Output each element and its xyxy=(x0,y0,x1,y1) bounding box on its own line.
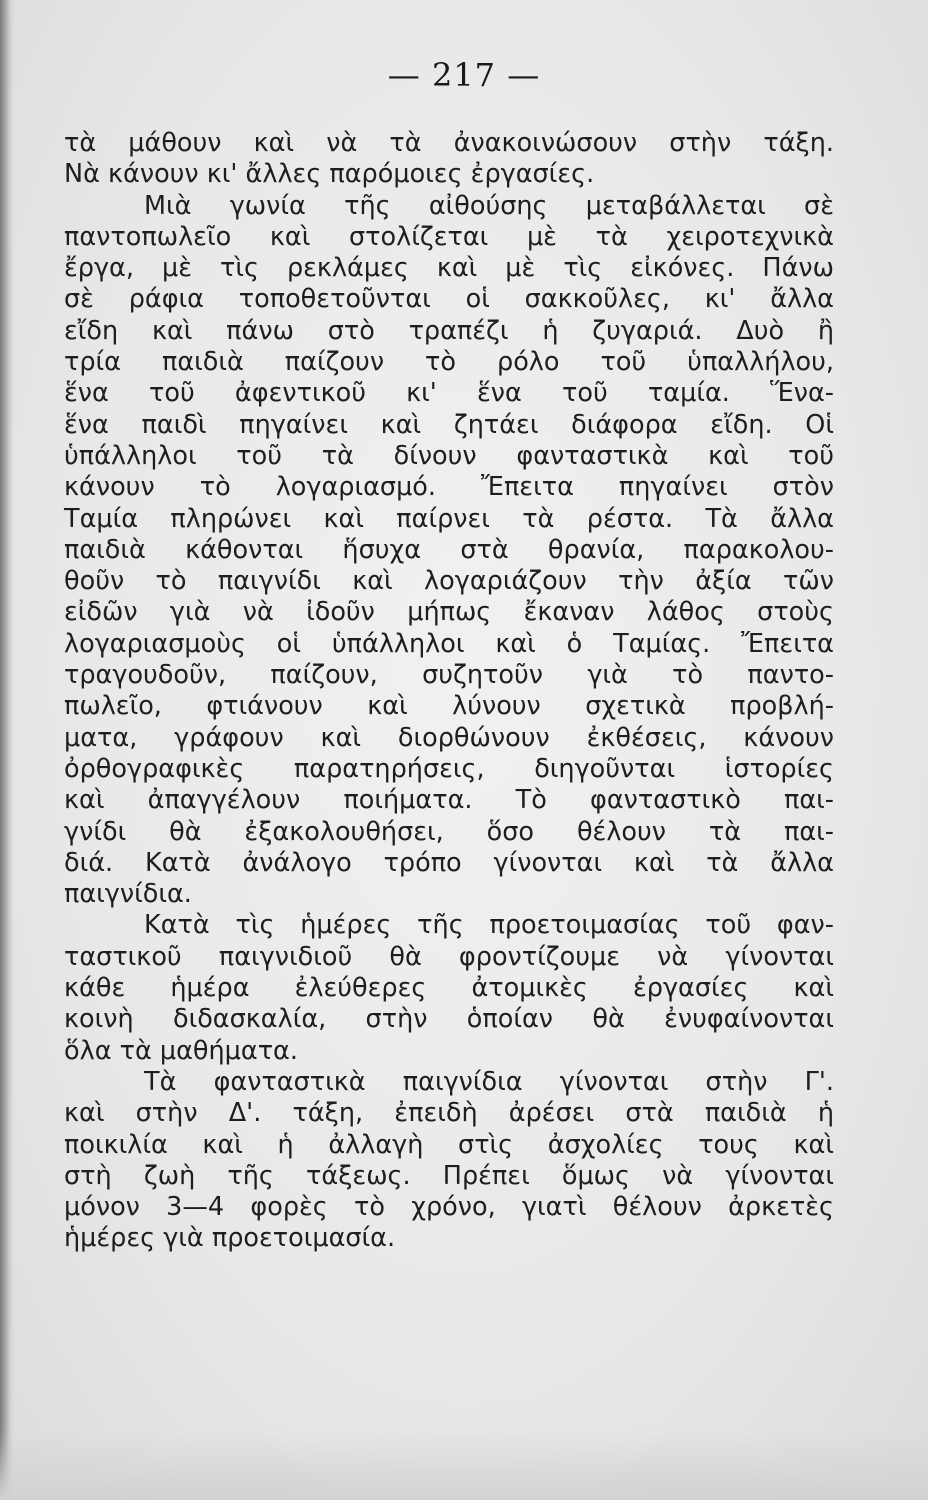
text-line: γνίδι θὰ ἐξακολουθήσει, ὅσο θέλουν τὰ παι- xyxy=(64,816,834,847)
text-line: Κατὰ τὶς ἡμέρες τῆς προετοιμασίας τοῦ φαν- xyxy=(144,910,834,941)
text-line: Νὰ κάνουν κι' ἄλλες παρόμοιες ἐργασίες. xyxy=(64,159,595,190)
text-line: παιγνίδια. xyxy=(64,879,192,910)
page-bottom-edge-shadow xyxy=(0,1430,928,1500)
text-line: ἕνα τοῦ ἀφεντικοῦ κι' ἕνα τοῦ ταμία. Ἕνα- xyxy=(64,378,834,409)
text-line: ὅλα τὰ μαθήματα. xyxy=(64,1035,298,1066)
text-line: πωλεῖο, φτιάνουν καὶ λύνουν σχετικὰ προβλή- xyxy=(64,691,834,722)
text-line: ὑπάλληλοι τοῦ τὰ δίνουν φανταστικὰ καὶ τοῦ xyxy=(64,440,834,471)
text-line: παιδιὰ κάθονται ἥσυχα στὰ θρανία, παρακολου- xyxy=(64,534,834,565)
text-line: διά. Κατὰ ἀνάλογο τρόπο γίνονται καὶ τὰ ἄλλα xyxy=(64,847,834,878)
text-line: Τὰ φανταστικὰ παιγνίδια γίνονται στὴν Γ'. xyxy=(144,1066,834,1097)
text-line: θοῦν τὸ παιγνίδι καὶ λογαριάζουν τὴν ἀξία τῶν xyxy=(64,566,834,597)
text-line: εἴδη καὶ πάνω στὸ τραπέζι ἡ ζυγαριά. Δυὸ ἢ xyxy=(64,315,834,346)
text-line: λογαριασμοὺς οἱ ὑπάλληλοι καὶ ὁ Ταμίας. Ἔπειτα xyxy=(64,628,834,659)
text-line: κάθε ἡμέρα ἐλεύθερες ἀτομικὲς ἐργασίες καὶ xyxy=(64,973,834,1004)
text-line: Ταμία πληρώνει καὶ παίρνει τὰ ρέστα. Τὰ ἄλλα xyxy=(64,503,834,534)
body-text xyxy=(64,128,834,1255)
text-line: ματα, γράφουν καὶ διορθώνουν ἐκθέσεις, κάνουν xyxy=(64,722,834,753)
text-line: τὰ μάθουν καὶ νὰ τὰ ἀνακοινώσουν στὴν τάξη. xyxy=(64,128,834,158)
text-line: Μιὰ γωνία τῆς αἰθούσης μεταβάλλεται σὲ xyxy=(144,190,834,221)
page-left-edge-shadow xyxy=(0,0,14,1500)
text-line: παντοπωλεῖο καὶ στολίζεται μὲ τὰ χειροτεχνικὰ xyxy=(64,221,834,252)
text-line: τρία παιδιὰ παίζουν τὸ ρόλο τοῦ ὑπαλλήλου, xyxy=(64,347,834,378)
text-line: μόνον 3—4 φορὲς τὸ χρόνο, γιατὶ θέλουν ἀρκετὲς xyxy=(64,1192,834,1223)
text-line: εἰδῶν γιὰ νὰ ἰδοῦν μήπως ἔκαναν λάθος στοὺς xyxy=(64,597,834,628)
text-line: τραγουδοῦν, παίζουν, συζητοῦν γιὰ τὸ παντο- xyxy=(64,660,834,691)
text-line: ἕνα παιδὶ πηγαίνει καὶ ζητάει διάφορα εἴδη. Οἱ xyxy=(64,409,834,440)
text-line: ποικιλία καὶ ἡ ἀλλαγὴ στὶς ἀσχολίες τους καὶ xyxy=(64,1129,834,1160)
text-line: ταστικοῦ παιγνιδιοῦ θὰ φροντίζουμε νὰ γίνονται xyxy=(64,941,834,972)
text-line: σὲ ράφια τοποθετοῦνται οἱ σακκοῦλες, κι' ἄλλα xyxy=(64,284,834,315)
page-number: — 217 — xyxy=(387,56,541,94)
text-line: ἡμέρες γιὰ προετοιμασία. xyxy=(64,1223,396,1254)
text-line: κάνουν τὸ λογαριασμό. Ἔπειτα πηγαίνει στὸν xyxy=(64,472,834,503)
text-line: ἔργα, μὲ τὶς ρεκλάμες καὶ μὲ τὶς εἰκόνες. Πάνω xyxy=(64,253,834,284)
text-line: στὴ ζωὴ τῆς τάξεως. Πρέπει ὅμως νὰ γίνονται xyxy=(64,1160,834,1191)
text-line: καὶ ἀπαγγέλουν ποιήματα. Τὸ φανταστικὸ παι- xyxy=(64,785,834,816)
text-line: ὀρθογραφικὲς παρατηρήσεις, διηγοῦνται ἱστορίες xyxy=(64,753,834,784)
text-line: κοινὴ διδασκαλία, στὴν ὁποίαν θὰ ἐνυφαίνονται xyxy=(64,1004,834,1035)
text-line: καὶ στὴν Δ'. τάξη, ἐπειδὴ ἀρέσει στὰ παιδιὰ ἡ xyxy=(64,1098,834,1129)
